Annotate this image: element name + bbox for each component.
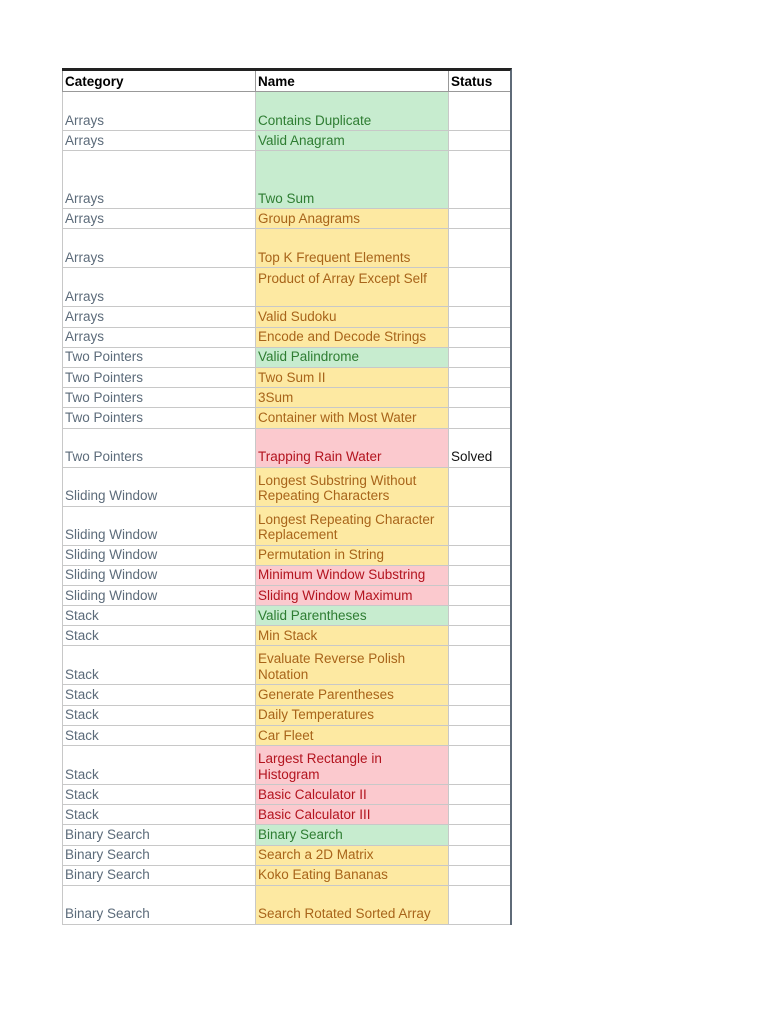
status-cell[interactable] <box>448 209 508 228</box>
status-cell[interactable] <box>448 785 508 804</box>
status-cell[interactable] <box>448 468 508 506</box>
name-cell[interactable]: Longest Repeating Character Replacement <box>255 507 448 545</box>
name-cell[interactable]: Search a 2D Matrix <box>255 846 448 865</box>
category-cell[interactable]: Sliding Window <box>62 468 255 506</box>
category-cell[interactable]: Two Pointers <box>62 348 255 367</box>
table-row <box>62 507 510 546</box>
table-row <box>62 151 510 209</box>
status-cell[interactable] <box>448 268 508 306</box>
status-cell[interactable] <box>448 886 508 924</box>
category-cell[interactable]: Two Pointers <box>62 408 255 427</box>
header-name[interactable]: Name <box>255 71 448 91</box>
category-cell[interactable]: Arrays <box>62 151 255 208</box>
status-cell[interactable] <box>448 586 508 605</box>
status-cell[interactable] <box>448 328 508 347</box>
name-cell[interactable]: Minimum Window Substring <box>255 566 448 585</box>
header-row <box>62 71 510 92</box>
name-cell[interactable]: Sliding Window Maximum <box>255 586 448 605</box>
name-cell[interactable]: 3Sum <box>255 388 448 407</box>
category-cell[interactable]: Stack <box>62 746 255 784</box>
status-cell[interactable] <box>448 825 508 844</box>
table-row <box>62 348 510 368</box>
table-row <box>62 685 510 705</box>
name-cell[interactable]: Valid Palindrome <box>255 348 448 367</box>
table-row <box>62 328 510 348</box>
name-cell[interactable]: Permutation in String <box>255 546 448 565</box>
table-row <box>62 307 510 327</box>
status-cell[interactable] <box>448 92 508 130</box>
status-cell[interactable] <box>448 685 508 704</box>
table-row <box>62 746 510 785</box>
header-category[interactable]: Category <box>62 71 255 91</box>
status-cell[interactable] <box>448 307 508 326</box>
status-cell[interactable] <box>448 507 508 545</box>
status-cell[interactable] <box>448 368 508 387</box>
category-cell[interactable]: Sliding Window <box>62 507 255 545</box>
status-cell[interactable] <box>448 866 508 885</box>
table-row <box>62 229 510 268</box>
category-cell[interactable]: Arrays <box>62 131 255 150</box>
table-row <box>62 785 510 805</box>
table-row <box>62 706 510 726</box>
category-cell[interactable]: Sliding Window <box>62 566 255 585</box>
table-row <box>62 866 510 886</box>
table-row <box>62 131 510 151</box>
table-row <box>62 726 510 746</box>
table-row <box>62 546 510 566</box>
category-cell[interactable]: Stack <box>62 706 255 725</box>
name-cell[interactable]: Longest Substring Without Repeating Characters <box>255 468 448 506</box>
category-cell[interactable]: Two Pointers <box>62 368 255 387</box>
category-cell[interactable]: Sliding Window <box>62 546 255 565</box>
name-cell[interactable]: Valid Sudoku <box>255 307 448 326</box>
category-cell[interactable]: Sliding Window <box>62 586 255 605</box>
table-row <box>62 846 510 866</box>
status-cell[interactable] <box>448 566 508 585</box>
table-row <box>62 805 510 825</box>
table-row <box>62 886 510 925</box>
status-cell[interactable] <box>448 706 508 725</box>
category-cell[interactable]: Two Pointers <box>62 429 255 467</box>
name-cell[interactable]: Trapping Rain Water <box>255 429 448 467</box>
category-cell[interactable]: Stack <box>62 606 255 625</box>
name-cell[interactable]: Top K Frequent Elements <box>255 229 448 267</box>
category-cell[interactable]: Arrays <box>62 92 255 130</box>
name-cell[interactable]: Encode and Decode Strings <box>255 328 448 347</box>
table-row <box>62 646 510 685</box>
table-row <box>62 468 510 507</box>
category-cell[interactable]: Binary Search <box>62 825 255 844</box>
name-cell[interactable]: Valid Parentheses <box>255 606 448 625</box>
status-cell[interactable] <box>448 626 508 645</box>
table-row <box>62 92 510 131</box>
category-cell[interactable]: Two Pointers <box>62 388 255 407</box>
name-cell[interactable]: Container with Most Water <box>255 408 448 427</box>
name-cell[interactable]: Search Rotated Sorted Array <box>255 886 448 924</box>
name-cell[interactable]: Basic Calculator II <box>255 785 448 804</box>
status-cell[interactable] <box>448 408 508 427</box>
status-cell[interactable] <box>448 388 508 407</box>
name-cell[interactable]: Car Fleet <box>255 726 448 745</box>
category-cell[interactable]: Stack <box>62 685 255 704</box>
name-cell[interactable]: Group Anagrams <box>255 209 448 228</box>
category-cell[interactable]: Stack <box>62 626 255 645</box>
table-row <box>62 368 510 388</box>
table-row <box>62 268 510 307</box>
category-cell[interactable]: Stack <box>62 805 255 824</box>
category-cell[interactable]: Arrays <box>62 268 255 306</box>
table-row <box>62 209 510 229</box>
status-cell[interactable] <box>448 546 508 565</box>
status-cell[interactable]: Solved <box>448 429 508 467</box>
status-cell[interactable] <box>448 846 508 865</box>
status-cell[interactable] <box>448 746 508 784</box>
category-cell[interactable]: Stack <box>62 726 255 745</box>
table-row <box>62 825 510 845</box>
category-cell[interactable]: Stack <box>62 785 255 804</box>
table-row <box>62 606 510 626</box>
category-cell[interactable]: Arrays <box>62 307 255 326</box>
category-cell[interactable]: Arrays <box>62 328 255 347</box>
category-cell[interactable]: Binary Search <box>62 846 255 865</box>
table-row <box>62 408 510 428</box>
table-row <box>62 586 510 606</box>
name-cell[interactable]: Binary Search <box>255 825 448 844</box>
name-cell[interactable]: Daily Temperatures <box>255 706 448 725</box>
name-cell[interactable]: Min Stack <box>255 626 448 645</box>
category-cell[interactable]: Arrays <box>62 209 255 228</box>
status-cell[interactable] <box>448 606 508 625</box>
status-cell[interactable] <box>448 805 508 824</box>
status-cell[interactable] <box>448 131 508 150</box>
table-body <box>62 92 510 925</box>
status-cell[interactable] <box>448 646 508 684</box>
name-cell[interactable]: Evaluate Reverse Polish Notation <box>255 646 448 684</box>
status-cell[interactable] <box>448 229 508 267</box>
name-cell[interactable]: Product of Array Except Self <box>255 268 448 306</box>
category-cell[interactable]: Arrays <box>62 229 255 267</box>
table-row <box>62 429 510 468</box>
name-cell[interactable]: Contains Duplicate <box>255 92 448 130</box>
name-cell[interactable]: Basic Calculator III <box>255 805 448 824</box>
status-cell[interactable] <box>448 151 508 208</box>
name-cell[interactable]: Generate Parentheses <box>255 685 448 704</box>
name-cell[interactable]: Two Sum II <box>255 368 448 387</box>
table-row <box>62 626 510 646</box>
problem-table <box>62 68 512 925</box>
table-row <box>62 566 510 586</box>
status-cell[interactable] <box>448 726 508 745</box>
header-status[interactable]: Status <box>448 71 508 91</box>
category-cell[interactable]: Stack <box>62 646 255 684</box>
category-cell[interactable]: Binary Search <box>62 886 255 924</box>
name-cell[interactable]: Two Sum <box>255 151 448 208</box>
name-cell[interactable]: Largest Rectangle in Histogram <box>255 746 448 784</box>
category-cell[interactable]: Binary Search <box>62 866 255 885</box>
status-cell[interactable] <box>448 348 508 367</box>
name-cell[interactable]: Koko Eating Bananas <box>255 866 448 885</box>
table-row <box>62 388 510 408</box>
name-cell[interactable]: Valid Anagram <box>255 131 448 150</box>
